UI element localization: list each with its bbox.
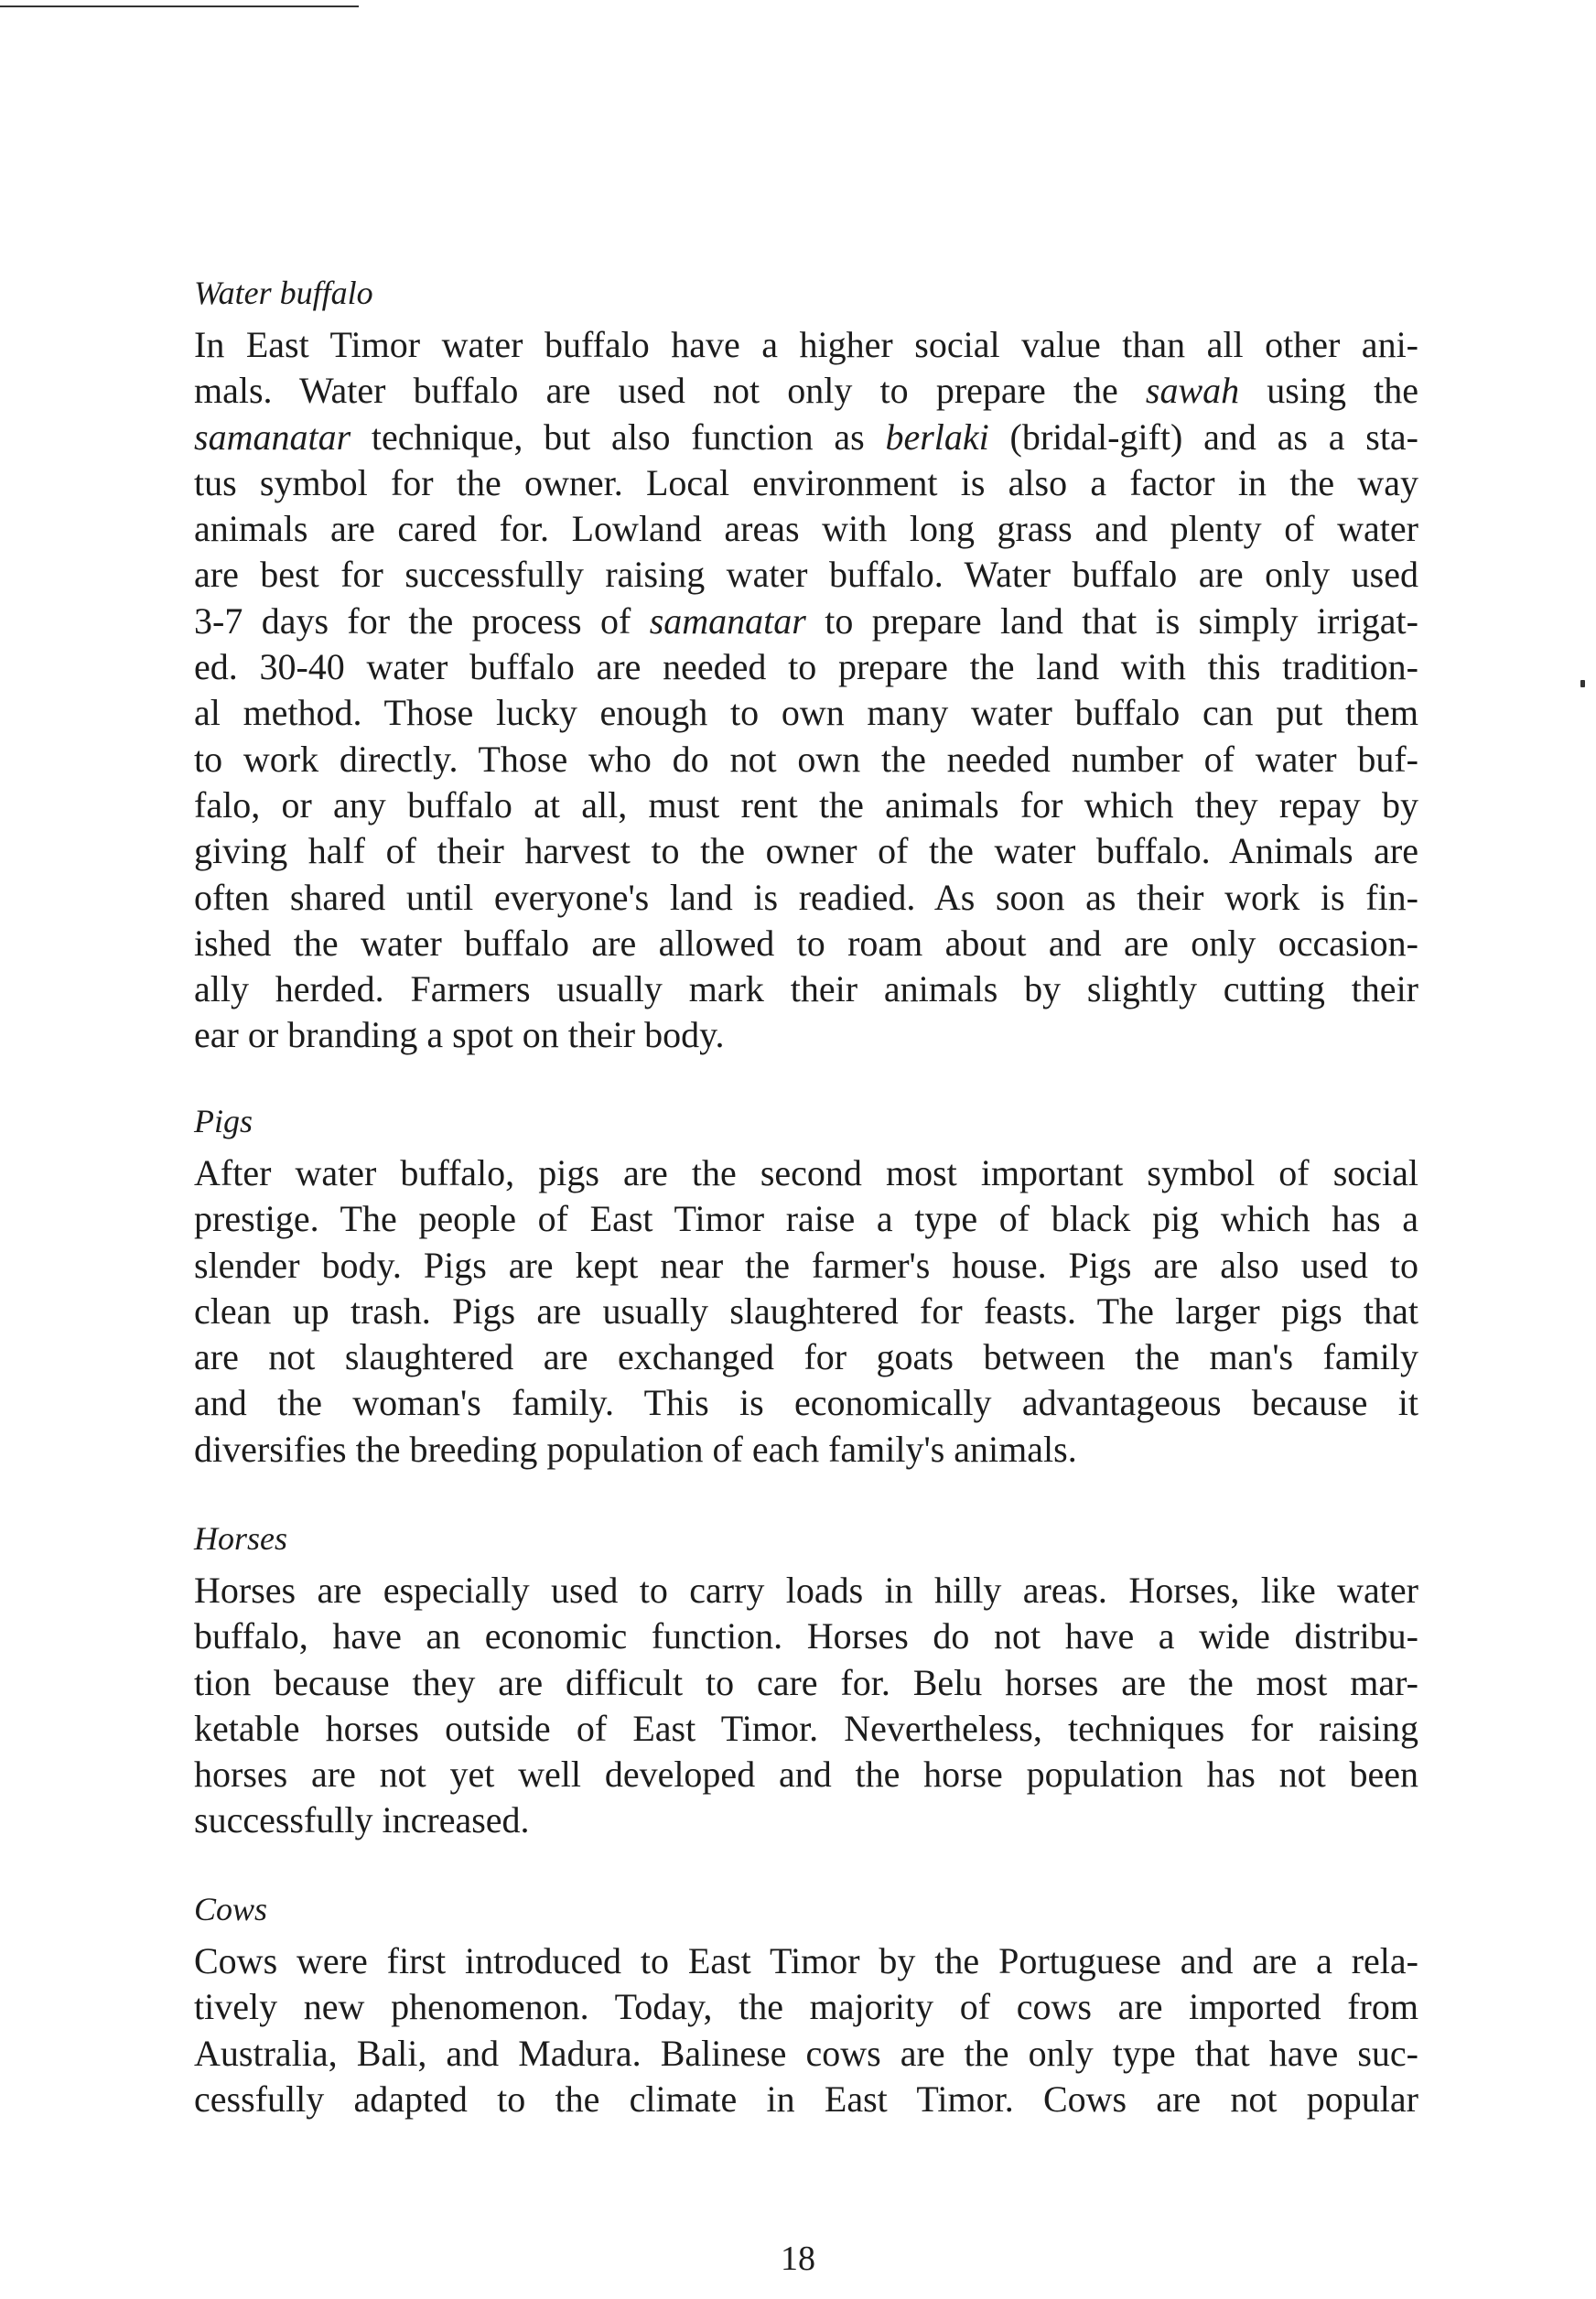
text-line: buffalo, have an economic function. Horses do not have a wide distribu- bbox=[194, 1615, 1418, 1657]
text-line: clean up trash. Pigs are usually slaughtered for feasts. The larger pigs that bbox=[194, 1290, 1418, 1332]
section-paragraph bbox=[194, 1568, 1418, 1844]
section-cows bbox=[194, 1891, 1418, 2122]
text-line: After water buffalo, pigs are the second most important symbol of social bbox=[194, 1152, 1418, 1193]
section-heading: Horses bbox=[194, 1520, 288, 1557]
top-rule bbox=[0, 5, 359, 7]
italic-term: samanatar bbox=[649, 599, 806, 642]
text-line: al method. Those lucky enough to own many water buffalo can put them bbox=[194, 692, 1418, 734]
margin-mark bbox=[1580, 680, 1585, 687]
text-line: ally herded. Farmers usually mark their animals by slightly cutting their bbox=[194, 968, 1418, 1010]
text-line: to work directly. Those who do not own the needed number of water buf- bbox=[194, 738, 1418, 780]
section-water-buffalo bbox=[194, 275, 1418, 1059]
text-line: cessfully adapted to the climate in East Timor. Cows are not popular bbox=[194, 2078, 1418, 2120]
section-paragraph bbox=[194, 1938, 1418, 2122]
text-line: mals. Water buffalo are used not only to prepare the sawah using the bbox=[194, 370, 1419, 412]
text-line: horses are not yet well developed and the horse population has not been bbox=[194, 1754, 1418, 1796]
text-line: Australia, Bali, and Madura. Balinese cows are the only type that have suc- bbox=[194, 2032, 1418, 2074]
text-line: are not slaughtered are exchanged for goats between the man's family bbox=[194, 1336, 1418, 1378]
section-paragraph bbox=[194, 322, 1418, 1059]
text-line: ed. 30-40 water buffalo are needed to prepare the land with this tradition- bbox=[194, 646, 1418, 688]
text-line: diversifies the breeding population of each family's animals. bbox=[194, 1428, 1077, 1470]
text-line: ished the water buffalo are allowed to roam about and are only occasion- bbox=[194, 922, 1418, 964]
section-pigs bbox=[194, 1103, 1418, 1473]
text-line: slender body. Pigs are kept near the farmer's house. Pigs are also used to bbox=[194, 1244, 1418, 1286]
text-line: successfully increased. bbox=[194, 1799, 530, 1841]
text-line: 3-7 days for the process of samanatar to prepare land that is simply irrigat- bbox=[194, 599, 1418, 642]
section-heading: Pigs bbox=[194, 1103, 253, 1139]
text-line: Cows were first introduced to East Timor by the Portuguese and are a rela- bbox=[194, 1940, 1418, 1981]
text-line: falo, or any buffalo at all, must rent the animals for which they repay by bbox=[194, 783, 1418, 826]
section-paragraph bbox=[194, 1150, 1418, 1473]
italic-term: sawah bbox=[1145, 370, 1240, 412]
text-line: Horses are especially used to carry loads in hilly areas. Horses, like water bbox=[194, 1570, 1418, 1611]
text-line: In East Timor water buffalo have a higher social value than all other ani- bbox=[194, 324, 1418, 365]
text-line: animals are cared for. Lowland areas with long grass and plenty of water bbox=[194, 508, 1418, 550]
page-number: 18 bbox=[781, 2240, 815, 2278]
section-horses bbox=[194, 1520, 1418, 1844]
text-line: often shared until everyone's land is readied. As soon as their work is fin- bbox=[194, 876, 1418, 918]
italic-term: berlaki bbox=[885, 416, 989, 458]
text-line: and the woman's family. This is economically advantageous because it bbox=[194, 1382, 1418, 1424]
text-line: prestige. The people of East Timor raise a type of black pig which has a bbox=[194, 1198, 1418, 1240]
text-line: samanatar technique, but also function as berlaki (bridal-gift) and as a sta- bbox=[194, 416, 1419, 458]
text-line: ear or branding a spot on their body. bbox=[194, 1014, 725, 1056]
text-line: are best for successfully raising water buffalo. Water buffalo are only used bbox=[194, 554, 1418, 596]
text-line: giving half of their harvest to the owner of the water buffalo. Animals are bbox=[194, 830, 1418, 872]
section-heading: Water buffalo bbox=[194, 275, 373, 311]
text-line: tus symbol for the owner. Local environment is also a factor in the way bbox=[194, 461, 1418, 503]
italic-term: samanatar bbox=[194, 416, 351, 458]
text-line: tively new phenomenon. Today, the majority of cows are imported from bbox=[194, 1986, 1418, 2028]
text-line: tion because they are difficult to care for. Belu horses are the most mar- bbox=[194, 1661, 1418, 1703]
section-heading: Cows bbox=[194, 1891, 268, 1927]
text-line: ketable horses outside of East Timor. Nevertheless, techniques for raising bbox=[194, 1707, 1418, 1749]
